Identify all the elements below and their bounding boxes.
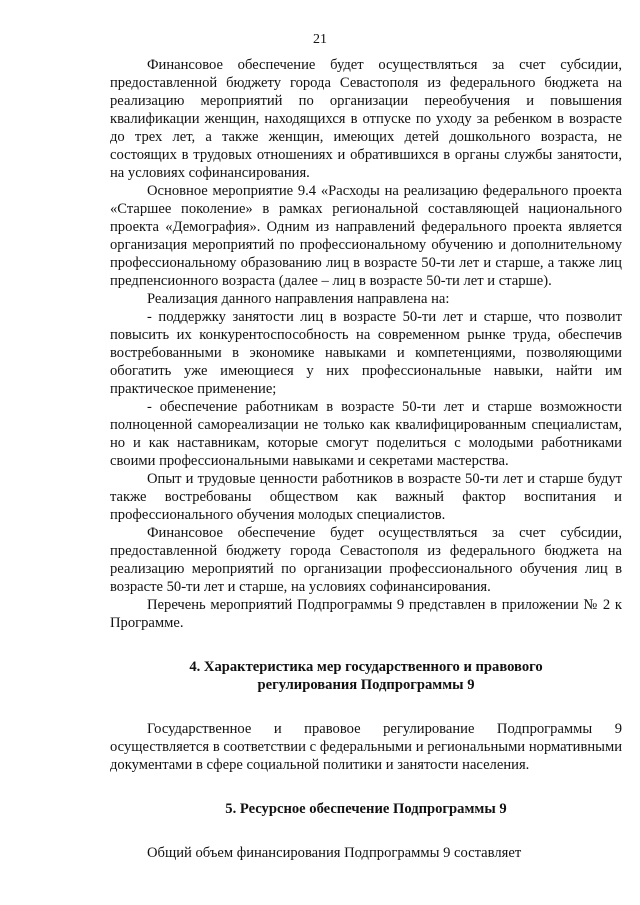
paragraph-financing-women: Финансовое обеспечение будет осуществляться за счет субсидии, предоставленной бюджету города Севастополя из федерального бюджета на реализацию мероприятий по организации переобучения и повышения квалификации женщин, находящихся в отпуске по уходу за ребенком в возрасте до трех лет, а также женщин, имеющих детей дошкольного возраста, не состоящих в трудовых отношениях и обратившихся в органы службы занятости, на условиях софинансирования. (110, 57, 622, 181)
paragraph-measure-9-4: Основное мероприятие 9.4 «Расходы на реализацию федерального проекта «Старшее поколение» в рамках региональной составляющей национального проекта «Демография». Одним из направлений федерального проекта является организация мероприятий по профессиональному обучению и дополнительному профессиональному образованию лиц в возрасте 50-ти лет и старше, а также лиц предпенсионного возраста (далее – лиц в возрасте 50-ти лет и старше). (110, 183, 622, 289)
document-body (110, 56, 622, 862)
section-4-heading-line-1: 4. Характеристика мер государственного и правового (189, 659, 543, 675)
section-4-heading-line-2: регулирования Подпрограммы 9 (257, 677, 475, 693)
paragraph-direction-intro: Реализация данного направления направлена на: (147, 291, 450, 307)
paragraph-experience-values: Опыт и трудовые ценности работников в возрасте 50-ти лет и старше будут также востребованы обществом как важный фактор воспитания и профессионального обучения молодых специалистов. (110, 471, 622, 523)
section-4 (110, 658, 622, 774)
section-5 (110, 800, 622, 862)
list-item-self-realization: - обеспечение работникам в возрасте 50-ти лет и старше возможности полноценной самореализации не только как квалифицированным специалистам, но и как наставникам, которые смогут поделиться с молодыми работниками своими профессиональными навыками и секретами мастерства. (110, 399, 622, 469)
list-item-employment-support: - поддержку занятости лиц в возрасте 50-ти лет и старше, что позволит повысить их конкурентоспособность на современном рынке труда, обеспечив востребованными в экономике навыками и компетенциями, позволяющими обогатить уже имеющиеся у них профессиональные навыки, найти им практическое применение; (110, 309, 622, 397)
paragraph-financing-50plus: Финансовое обеспечение будет осуществляться за счет субсидии, предоставленной бюджету города Севастополя из федерального бюджета на реализацию мероприятий по организации профессионального обучения лиц в возрасте 50-ти лет и старше, на условиях софинансирования. (110, 525, 622, 595)
section-5-heading: 5. Ресурсное обеспечение Подпрограммы 9 (225, 801, 507, 817)
section-4-paragraph: Государственное и правовое регулирование Подпрограммы 9 осуществляется в соответствии с федеральными и региональными нормативными документами в сфере социальной политики и занятости населения. (110, 721, 622, 773)
section-5-paragraph: Общий объем финансирования Подпрограммы 9 составляет (147, 845, 522, 861)
page-number: 21 (313, 32, 327, 47)
paragraph-measures-list-reference: Перечень мероприятий Подпрограммы 9 представлен в приложении № 2 к Программе. (110, 597, 622, 631)
